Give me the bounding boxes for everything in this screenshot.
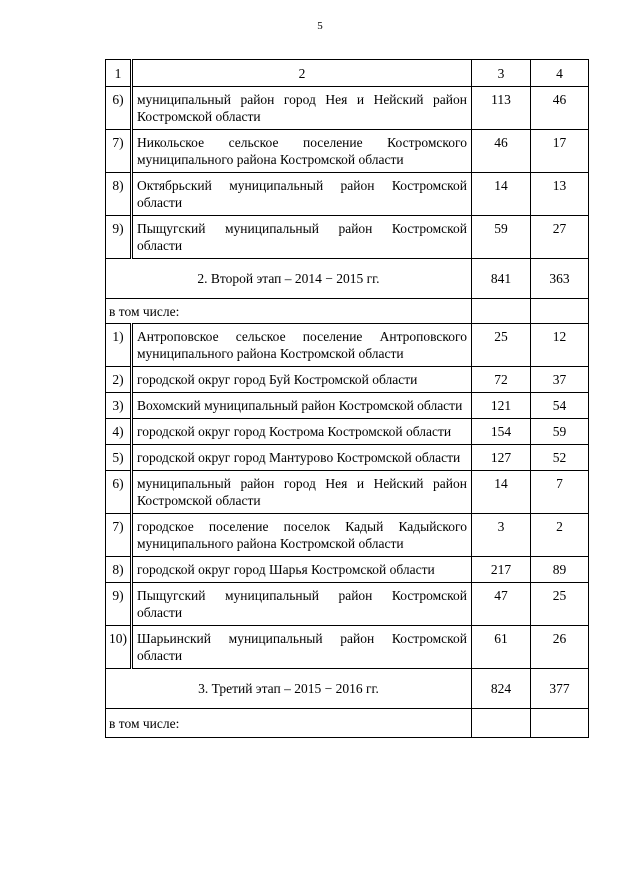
row-number: 7) xyxy=(112,135,124,150)
row-number-cell xyxy=(106,471,132,514)
col4-cell xyxy=(531,216,589,259)
table-row xyxy=(106,419,589,445)
table-row xyxy=(106,130,589,173)
row-number: 5) xyxy=(112,450,124,465)
table-row xyxy=(106,471,589,514)
col3-cell xyxy=(472,393,531,419)
row-number-cell xyxy=(106,626,132,669)
empty-cell xyxy=(531,299,589,324)
municipality-cell xyxy=(132,324,472,367)
col3-cell xyxy=(472,324,531,367)
including-label: в том числе: xyxy=(109,715,180,731)
col4-cell xyxy=(531,87,589,130)
municipality-cell xyxy=(132,393,472,419)
row-number: 8) xyxy=(112,562,124,577)
municipality-name: Никольское сельское поселение Костромского муниципального района Костромской области xyxy=(137,135,467,167)
col3-value: 14 xyxy=(494,178,508,193)
stage-title: 3. Третий этап – 2015 − 2016 гг. xyxy=(198,681,379,696)
table-row xyxy=(106,324,589,367)
col4-cell xyxy=(531,445,589,471)
col3-value: 61 xyxy=(494,631,508,646)
col3-value: 25 xyxy=(494,329,508,344)
row-number: 9) xyxy=(112,221,124,236)
stage-row xyxy=(106,259,589,299)
row-number: 9) xyxy=(112,588,124,603)
municipality-name: городской округ город Буй Костромской области xyxy=(137,372,418,387)
stage-title-cell xyxy=(106,669,472,709)
stage-col4-value: 363 xyxy=(549,271,570,286)
table-header-row xyxy=(106,60,589,87)
col3-cell xyxy=(472,367,531,393)
municipality-name: муниципальный район город Нея и Нейский район Костромской области xyxy=(137,476,467,508)
table-row xyxy=(106,87,589,130)
row-number-cell xyxy=(106,445,132,471)
col4-value: 13 xyxy=(552,178,567,193)
stage-col4-cell xyxy=(531,669,589,709)
municipality-name: Пыщугский муниципальный район Костромской области xyxy=(137,221,467,253)
municipality-cell xyxy=(132,557,472,583)
col3-value: 217 xyxy=(490,562,512,577)
municipality-name: городское поселение поселок Кадый Кадыйского муниципального района Костромской области xyxy=(137,519,467,551)
page-number: 5 xyxy=(317,20,323,32)
col4-cell xyxy=(531,419,589,445)
col4-value: 7 xyxy=(556,476,563,491)
header-col-4: 4 xyxy=(531,60,589,87)
stage-col4-value: 377 xyxy=(549,681,570,696)
row-number-cell xyxy=(106,367,132,393)
col3-cell xyxy=(472,419,531,445)
row-number-cell xyxy=(106,87,132,130)
table-row xyxy=(106,514,589,557)
header-col-3: 3 xyxy=(472,60,531,87)
municipality-name: городской округ город Кострома Костромской области xyxy=(137,424,452,439)
col3-value: 113 xyxy=(491,92,511,107)
col4-cell xyxy=(531,514,589,557)
col3-value: 72 xyxy=(494,372,508,387)
col3-value: 14 xyxy=(494,476,508,491)
col3-cell xyxy=(472,173,531,216)
header-col-1: 1 xyxy=(106,60,132,87)
table-row xyxy=(106,393,589,419)
municipality-name: Пыщугский муниципальный район Костромской области xyxy=(137,588,467,620)
row-number-cell xyxy=(106,173,132,216)
municipality-name: городской округ город Мантурово Костромской области xyxy=(137,450,461,465)
col3-value: 121 xyxy=(490,398,512,413)
municipality-name: Вохомский муниципальный район Костромской области xyxy=(137,398,463,413)
col3-value: 59 xyxy=(494,221,508,236)
col4-cell xyxy=(531,393,589,419)
col4-value: 52 xyxy=(552,450,567,465)
row-number-cell xyxy=(106,130,132,173)
col3-cell xyxy=(472,626,531,669)
col4-cell xyxy=(531,367,589,393)
row-number-cell xyxy=(106,419,132,445)
including-label-cell xyxy=(106,709,472,738)
stage-col4-cell xyxy=(531,259,589,299)
col4-value: 46 xyxy=(552,92,567,107)
municipality-cell xyxy=(132,173,472,216)
row-number-cell xyxy=(106,324,132,367)
row-number: 10) xyxy=(109,631,127,646)
col4-value: 37 xyxy=(552,372,567,387)
municipality-cell xyxy=(132,445,472,471)
row-number-cell xyxy=(106,216,132,259)
col4-value: 12 xyxy=(552,329,567,344)
allocation-table xyxy=(105,59,589,738)
col4-value: 2 xyxy=(556,519,563,534)
stage-row xyxy=(106,669,589,709)
table-row xyxy=(106,626,589,669)
col4-value: 27 xyxy=(552,221,567,236)
row-number: 3) xyxy=(112,398,124,413)
municipality-name: городской округ город Шарья Костромской области xyxy=(137,562,435,577)
col3-value: 127 xyxy=(490,450,512,465)
table-row xyxy=(106,173,589,216)
including-row xyxy=(106,299,589,324)
header-col-2: 2 xyxy=(132,60,472,87)
municipality-name: Антроповское сельское поселение Антроповского муниципального района Костромской области xyxy=(137,329,467,361)
municipality-cell xyxy=(132,87,472,130)
col4-cell xyxy=(531,583,589,626)
row-number: 1) xyxy=(112,329,124,344)
col4-cell xyxy=(531,557,589,583)
including-label-cell xyxy=(106,299,472,324)
row-number-cell xyxy=(106,583,132,626)
municipality-name: Октябрьский муниципальный район Костромской области xyxy=(137,178,467,210)
table-row xyxy=(106,367,589,393)
col4-cell xyxy=(531,173,589,216)
stage-col3-value: 824 xyxy=(490,681,512,696)
col4-cell xyxy=(531,130,589,173)
stage-col3-value: 841 xyxy=(490,271,512,286)
col4-value: 17 xyxy=(552,135,567,150)
col4-cell xyxy=(531,324,589,367)
col4-value: 54 xyxy=(552,398,567,413)
municipality-cell xyxy=(132,367,472,393)
municipality-cell xyxy=(132,216,472,259)
municipality-cell xyxy=(132,626,472,669)
col3-value: 3 xyxy=(497,519,505,534)
col3-cell xyxy=(472,445,531,471)
row-number: 4) xyxy=(112,424,124,439)
municipality-cell xyxy=(132,514,472,557)
municipality-name: Шарьинский муниципальный район Костромской области xyxy=(137,631,467,663)
col3-cell xyxy=(472,514,531,557)
table-row xyxy=(106,583,589,626)
col3-value: 46 xyxy=(494,135,508,150)
row-number: 8) xyxy=(112,178,124,193)
empty-cell xyxy=(472,709,531,738)
empty-cell xyxy=(531,709,589,738)
including-row xyxy=(106,709,589,738)
stage-title-cell xyxy=(106,259,472,299)
col3-cell xyxy=(472,130,531,173)
col4-value: 89 xyxy=(552,562,567,577)
col4-value: 59 xyxy=(552,424,567,439)
row-number-cell xyxy=(106,514,132,557)
row-number: 6) xyxy=(112,92,124,107)
col4-cell xyxy=(531,626,589,669)
table-row xyxy=(106,216,589,259)
municipality-cell xyxy=(132,471,472,514)
including-label: в том числе: xyxy=(109,303,180,319)
col4-value: 25 xyxy=(552,588,567,603)
row-number: 6) xyxy=(112,476,124,491)
col3-value: 154 xyxy=(490,424,512,439)
col3-cell xyxy=(472,557,531,583)
col3-value: 47 xyxy=(494,588,508,603)
row-number: 7) xyxy=(112,519,124,534)
empty-cell xyxy=(472,299,531,324)
col3-cell xyxy=(472,87,531,130)
stage-col3-cell xyxy=(472,669,531,709)
col3-cell xyxy=(472,583,531,626)
row-number-cell xyxy=(106,557,132,583)
row-number: 2) xyxy=(112,372,124,387)
table-body xyxy=(106,60,589,738)
col4-value: 26 xyxy=(552,631,567,646)
municipality-name: муниципальный район город Нея и Нейский район Костромской области xyxy=(137,92,467,124)
municipality-cell xyxy=(132,583,472,626)
col3-cell xyxy=(472,216,531,259)
municipality-cell xyxy=(132,130,472,173)
col4-cell xyxy=(531,471,589,514)
table-row xyxy=(106,445,589,471)
table-row xyxy=(106,557,589,583)
stage-col3-cell xyxy=(472,259,531,299)
col3-cell xyxy=(472,471,531,514)
municipality-cell xyxy=(132,419,472,445)
stage-title: 2. Второй этап – 2014 − 2015 гг. xyxy=(197,271,380,286)
row-number-cell xyxy=(106,393,132,419)
